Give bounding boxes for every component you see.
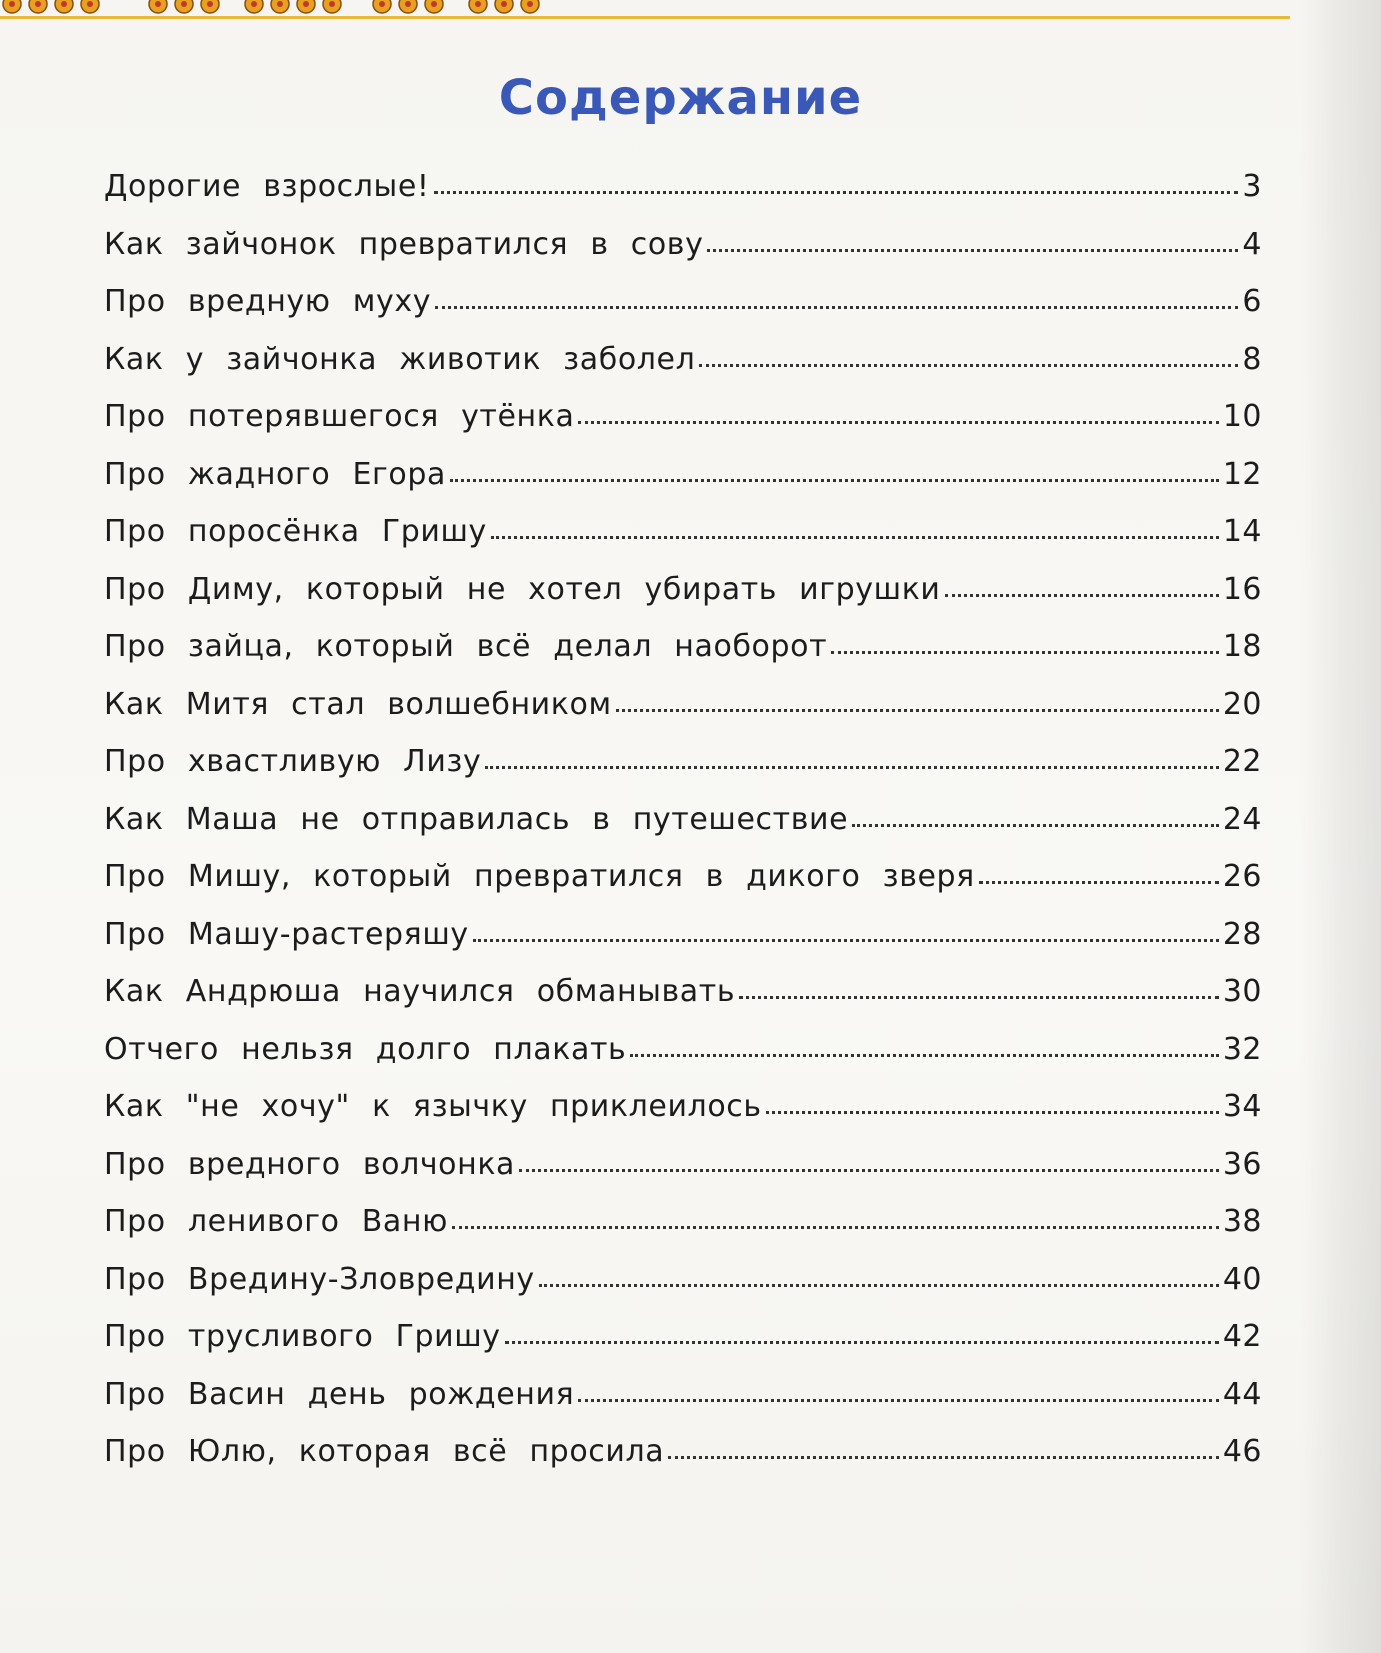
toc-entry [104, 331, 1262, 389]
dot-leader [435, 306, 1238, 309]
dot-leader [668, 1456, 1219, 1459]
toc-entry-title: Про жадного Егора [104, 456, 446, 492]
toc-entry-title: Про потерявшегося утёнка [104, 399, 575, 434]
wheel-ornament-icon [0, 0, 560, 16]
toc-entry-title: Про трусливого Гришу [104, 1319, 501, 1354]
dot-leader [505, 1341, 1219, 1344]
toc-entry-page-number: 46 [1222, 1434, 1262, 1469]
toc-entry-page-number: 4 [1242, 226, 1262, 262]
toc-entry-title: Как у зайчонка животик заболел [104, 341, 696, 377]
toc-entry-title: Про вредного волчонка [104, 1146, 516, 1182]
toc-entry-title: Как Митя стал волшебником [104, 686, 612, 722]
toc-entry-title: Как "не хочу" к язычку приклеилось [104, 1089, 762, 1124]
dot-leader [707, 249, 1238, 252]
toc-entry-page-number: 26 [1222, 859, 1262, 894]
dot-leader [979, 881, 1219, 884]
toc-entry-title: Про Машу-растеряшу [104, 916, 469, 952]
toc-entry-page-number: 34 [1222, 1089, 1262, 1124]
dot-leader [766, 1111, 1219, 1114]
toc-entry [104, 1308, 1262, 1366]
page-title: Содержание [498, 70, 863, 126]
dot-leader [473, 939, 1219, 942]
dot-leader [450, 479, 1219, 482]
toc-entry-title: Про хвастливую Лизу [104, 744, 482, 779]
toc-entry [104, 158, 1262, 216]
toc-entry [104, 1423, 1262, 1481]
dot-leader [630, 1054, 1218, 1057]
toc-entry [104, 273, 1262, 331]
toc-entry [104, 906, 1262, 964]
toc-entry-title: Как зайчонок превратился в сову [104, 226, 704, 262]
toc-entry-page-number: 28 [1222, 916, 1262, 952]
toc-entry-title: Как Андрюша научился обманывать [104, 974, 736, 1009]
toc-entry-page-number: 8 [1242, 341, 1262, 377]
toc-entry [104, 503, 1262, 561]
decorative-top-strip [0, 0, 1290, 19]
dot-leader [491, 536, 1219, 539]
dot-leader [739, 996, 1219, 999]
toc-entry-title: Про Юлю, которая всё просила [104, 1434, 665, 1469]
toc-entry-page-number: 32 [1222, 1031, 1262, 1067]
dot-leader [578, 421, 1218, 424]
toc-entry-title: Про зайца, который всё делал наоборот [104, 629, 828, 664]
toc-entry-page-number: 44 [1222, 1376, 1262, 1412]
toc-entry-page-number: 16 [1222, 571, 1262, 607]
toc-entry-page-number: 20 [1222, 686, 1262, 722]
dot-leader [616, 709, 1219, 712]
toc-entry-page-number: 42 [1222, 1319, 1262, 1354]
dot-leader [831, 651, 1219, 654]
dot-leader [452, 1226, 1219, 1229]
toc-entry-title: Про поросёнка Гришу [104, 514, 487, 549]
toc-entry-title: Про вредную муху [104, 284, 432, 319]
toc-entry-page-number: 10 [1222, 399, 1262, 434]
toc-entry-title: Про Вредину-Зловредину [104, 1261, 535, 1297]
table-of-contents [104, 158, 1262, 1481]
toc-entry [104, 561, 1262, 619]
toc-entry-page-number: 36 [1222, 1146, 1262, 1182]
toc-entry-page-number: 14 [1222, 514, 1262, 549]
toc-entry-page-number: 38 [1222, 1204, 1262, 1239]
dot-leader [699, 364, 1238, 367]
toc-entry [104, 676, 1262, 734]
toc-entry [104, 446, 1262, 504]
toc-entry-page-number: 18 [1222, 629, 1262, 664]
toc-entry-page-number: 24 [1222, 801, 1262, 837]
toc-entry [104, 1021, 1262, 1079]
toc-entry [104, 848, 1262, 906]
toc-entry-title: Про Диму, который не хотел убирать игрушки [104, 571, 941, 607]
toc-entry-page-number: 30 [1222, 974, 1262, 1009]
dot-leader [578, 1399, 1219, 1402]
toc-entry-title: Отчего нельзя долго плакать [104, 1031, 627, 1067]
dot-leader [434, 191, 1239, 194]
toc-entry [104, 618, 1262, 676]
toc-entry-title: Про Васин день рождения [104, 1376, 575, 1412]
toc-entry [104, 963, 1262, 1021]
toc-entry-title: Про Мишу, который превратился в дикого зверя [104, 859, 975, 894]
dot-leader [852, 824, 1219, 827]
toc-entry-page-number: 6 [1242, 284, 1262, 319]
toc-entry-title: Дорогие взрослые! [104, 169, 430, 204]
toc-entry-page-number: 22 [1222, 744, 1262, 779]
toc-entry [104, 1251, 1262, 1309]
dot-leader [539, 1284, 1219, 1287]
toc-entry [104, 733, 1262, 791]
toc-entry-title: Про ленивого Ваню [104, 1204, 448, 1239]
dot-leader [519, 1169, 1219, 1172]
toc-entry [104, 388, 1262, 446]
dot-leader [485, 766, 1218, 769]
toc-entry [104, 216, 1262, 274]
toc-entry [104, 1078, 1262, 1136]
toc-entry-page-number: 12 [1222, 456, 1262, 492]
toc-entry [104, 1136, 1262, 1194]
dot-leader [945, 594, 1219, 597]
toc-entry [104, 1193, 1262, 1251]
toc-entry-page-number: 40 [1222, 1261, 1262, 1297]
toc-entry [104, 1366, 1262, 1424]
toc-entry-page-number: 3 [1242, 169, 1262, 204]
toc-entry [104, 791, 1262, 849]
toc-entry-title: Как Маша не отправилась в путешествие [104, 801, 849, 837]
